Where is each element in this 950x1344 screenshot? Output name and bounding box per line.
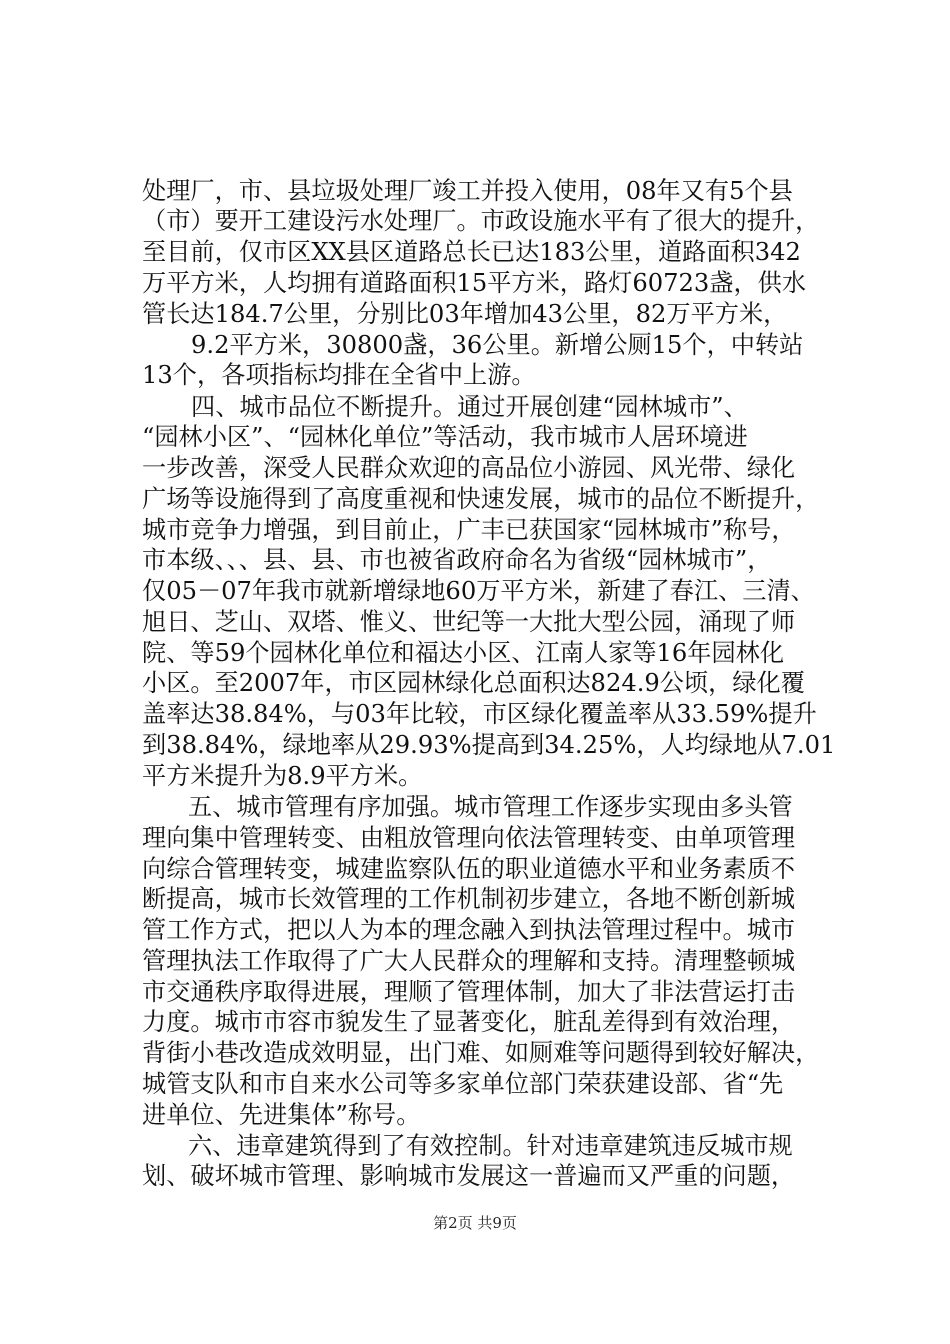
body-text-line: 9.2平方米，30800盏，36公里。新增公厕15个，中转站 [191,331,804,359]
body-text-line: 城市竞争力增强，到目前止，广丰已获国家“园林城市”称号， [142,516,796,544]
body-text-line: 万平方米，人均拥有道路面积15平方米，路灯60723盏，供水 [142,269,807,297]
body-text-line: 旭日、芝山、双塔、惟义、世纪等一大批大型公园，涌现了师 [142,608,796,636]
body-text-line: 进单位、先进集体”称号。 [142,1101,421,1129]
section-six-first-line: 六、违章建筑得到了有效控制。针对违章建筑违反城市规 [188,1132,793,1160]
body-text-line: 仅05－07年我市就新增绿地60万平方米，新建了春江、三清、 [142,577,815,605]
body-text-line: 到38.84%，绿地率从29.93%提高到34.25%，人均绿地从7.01 [142,731,836,759]
body-text-line: 管工作方式，把以人为本的理念融入到执法管理过程中。城市 [142,916,796,944]
body-text-line: 划、破坏城市管理、影响城市发展这一普遍而又严重的问题， [142,1162,796,1190]
page-number-footer: 第2页 共9页 [433,1214,517,1232]
section-five-first-line: 五、城市管理有序加强。城市管理工作逐步实现由多头管 [188,793,793,821]
body-text-line: “园林小区”、“园林化单位”等活动，我市城市人居环境进 [142,423,748,451]
body-text-line: 背街小巷改造成效明显，出门难、如厕难等问题得到较好解决， [142,1039,820,1067]
body-text-line: 小区。至2007年，市区园林绿化总面积达824.9公顷，绿化覆 [142,669,805,697]
body-text-line: 13个，各项指标均排在全省中上游。 [142,361,536,389]
section-four-first-line: 四、城市品位不断提升。通过开展创建“园林城市”、 [191,393,748,421]
body-text-line: 理向集中管理转变、由粗放管理向依法管理转变、由单项管理 [142,824,796,852]
body-text-line: 院、等59个园林化单位和福达小区、江南人家等16年园林化 [142,639,785,667]
body-text-line: （市）要开工建设污水处理厂。市政设施水平有了很大的提升， [142,207,820,235]
body-text-line: 市交通秩序取得进展，理顺了管理体制，加大了非法营运打击 [142,978,796,1006]
body-text-line: 处理厂，市、县垃圾处理厂竣工并投入使用，08年又有5个县 [142,177,793,205]
body-text-line: 向综合管理转变，城建监察队伍的职业道德水平和业务素质不 [142,855,796,883]
body-text-line: 广场等设施得到了高度重视和快速发展，城市的品位不断提升， [142,485,820,513]
body-text-line: 管理执法工作取得了广大人民群众的理解和支持。清理整顿城 [142,947,796,975]
body-text-line: 平方米提升为8.9平方米。 [142,762,423,790]
body-text-line: 管长达184.7公里，分别比03年增加43公里，82万平方米， [142,300,788,328]
body-text-line: 至目前，仅市区XX县区道路总长已达183公里，道路面积342 [142,238,801,266]
body-text-line: 断提高，城市长效管理的工作机制初步建立，各地不断创新城 [142,885,796,913]
body-text-line: 力度。城市市容市貌发生了显著变化，脏乱差得到有效治理， [142,1008,796,1036]
body-text-line: 一步改善，深受人民群众欢迎的高品位小游园、风光带、绿化 [142,454,796,482]
body-text-line: 城管支队和市自来水公司等多家单位部门荣获建设部、省“先 [142,1070,784,1098]
body-text-line: 盖率达38.84%，与03年比较，市区绿化覆盖率从33.59%提升 [142,700,817,728]
body-text-line: 市本级、、、县、县、市也被省政府命名为省级“园林城市”， [142,546,772,574]
